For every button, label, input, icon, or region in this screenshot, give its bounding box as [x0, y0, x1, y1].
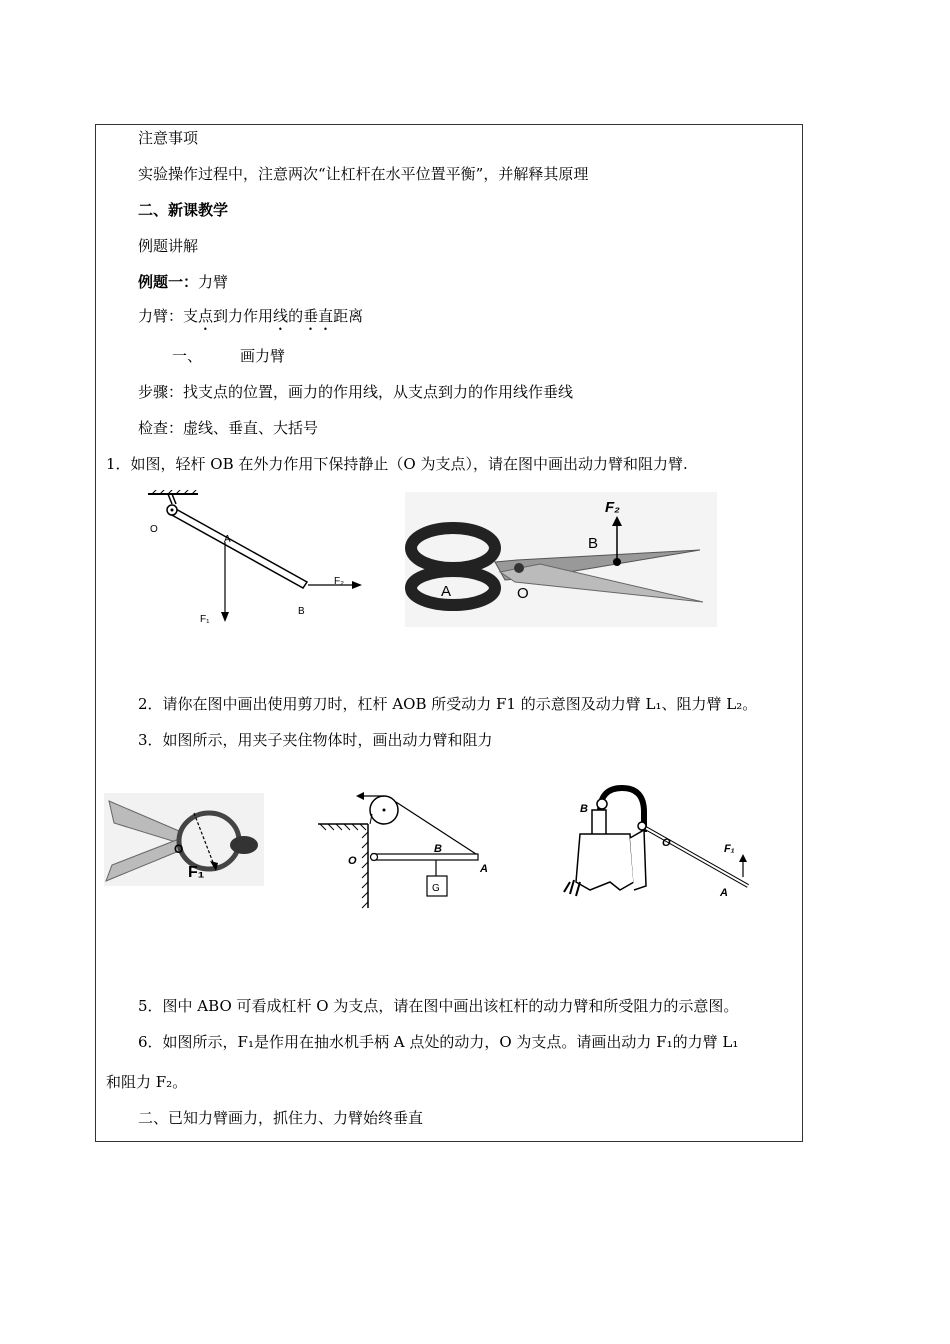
lever-bar — [372, 854, 478, 860]
def-text-4: 距离 — [333, 307, 364, 325]
pivot-o — [514, 563, 524, 573]
def-text-3: 的 — [288, 307, 304, 325]
steps-text: 步骤：找支点的位置，画力的作用线，从支点到力的作用线作垂线 — [138, 383, 574, 401]
example1-label: 例题一： — [138, 273, 199, 291]
pump-body — [576, 834, 634, 890]
question-3: 3．如图所示，用夹子夹住物体时，画出动力臂和阻力 — [138, 731, 493, 749]
notes-body: 实验操作过程中，注意两次“让杠杆在水平位置平衡”，并解释其原理 — [138, 165, 589, 183]
example-intro: 例题讲解 — [138, 237, 199, 255]
rope-arrowhead — [356, 792, 364, 800]
question-5: 5．图中 ABO 可看成杠杆 O 为支点，请在图中画出该杠杆的动力臂和所受阻力的示意图。 — [138, 997, 739, 1015]
example1-heading — [138, 272, 228, 292]
force-f1-arrowhead — [221, 612, 229, 622]
scissors-figure — [405, 492, 717, 627]
label-g: G — [432, 883, 440, 894]
question-6: 6．如图所示，F₁是作用在抽水机手柄 A 点处的动力，O 为支点。请画出动力 F₁的力臂 L₁ — [138, 1033, 739, 1051]
question-2: 2．请你在图中画出使用剪刀时，杠杆 AOB 所受动力 F1 的示意图及动力臂 L₁、阻力臂 L₂。 — [138, 695, 758, 713]
rod-ob — [170, 508, 307, 588]
pump-figure — [560, 782, 765, 900]
section-heading-2: 二、新课教学 — [138, 201, 229, 219]
label-f2: F₂ — [605, 499, 620, 516]
label-f1: F₁ — [188, 864, 205, 881]
hanger — [168, 494, 172, 504]
label-o: O — [348, 855, 357, 867]
def-text-1: 力臂：支 — [138, 307, 199, 325]
wall-hatch — [362, 832, 368, 908]
label-b: B — [588, 535, 599, 552]
pivot-center — [171, 509, 174, 512]
rod-figure — [140, 490, 370, 630]
label-a: A — [720, 887, 728, 899]
label-f1: F₁ — [200, 614, 210, 625]
wall-lever-figure — [312, 782, 502, 910]
label-o: O — [150, 524, 158, 535]
example1-topic: 力臂 — [198, 273, 229, 291]
clip-figure — [104, 793, 264, 886]
label-o: O — [662, 837, 671, 849]
check-text: 检查：虚线、垂直、大括号 — [138, 419, 319, 437]
subheading-1-number: 一、 — [172, 347, 203, 365]
label-a: A — [224, 534, 231, 545]
label-a: A — [480, 863, 488, 875]
label-f1: F₁ — [724, 843, 735, 855]
def-emph-2: 线 — [273, 307, 289, 325]
pivot-o — [371, 854, 378, 861]
label-a: A — [441, 583, 452, 600]
pivot-o — [638, 822, 646, 830]
ceiling-hatch — [320, 824, 366, 830]
pulley-center — [383, 809, 386, 812]
force-f1-arrowhead — [739, 854, 747, 862]
pump-joint-b — [597, 799, 607, 809]
label-b: B — [434, 843, 442, 855]
def-emph-1: 点 — [198, 307, 214, 325]
question-1: 1．如图，轻杆 OB 在外力作用下保持静止（O 为支点），请在图中画出动力臂和阻力臂. — [106, 455, 688, 473]
hanger-2 — [172, 494, 176, 504]
def-emph-3: 垂直 — [303, 307, 334, 325]
label-o: O — [517, 585, 529, 602]
label-o: O — [174, 842, 184, 856]
notes-title: 注意事项 — [138, 129, 199, 147]
subheading-1-title: 画力臂 — [240, 347, 286, 365]
subheading-2: 二、已知力臂画力，抓住力、力臂始终垂直 — [138, 1109, 424, 1127]
pump-handle-inner — [642, 826, 748, 886]
label-f2: F₂ — [334, 576, 344, 587]
lever-arm-definition — [138, 306, 363, 334]
force-f2-arrowhead — [352, 581, 362, 589]
def-text-2: 到力作用 — [213, 307, 274, 325]
label-b: B — [580, 803, 588, 815]
question-6-continued: 和阻力 F₂。 — [106, 1073, 188, 1091]
label-b: B — [298, 606, 305, 617]
clip-object — [230, 836, 258, 854]
